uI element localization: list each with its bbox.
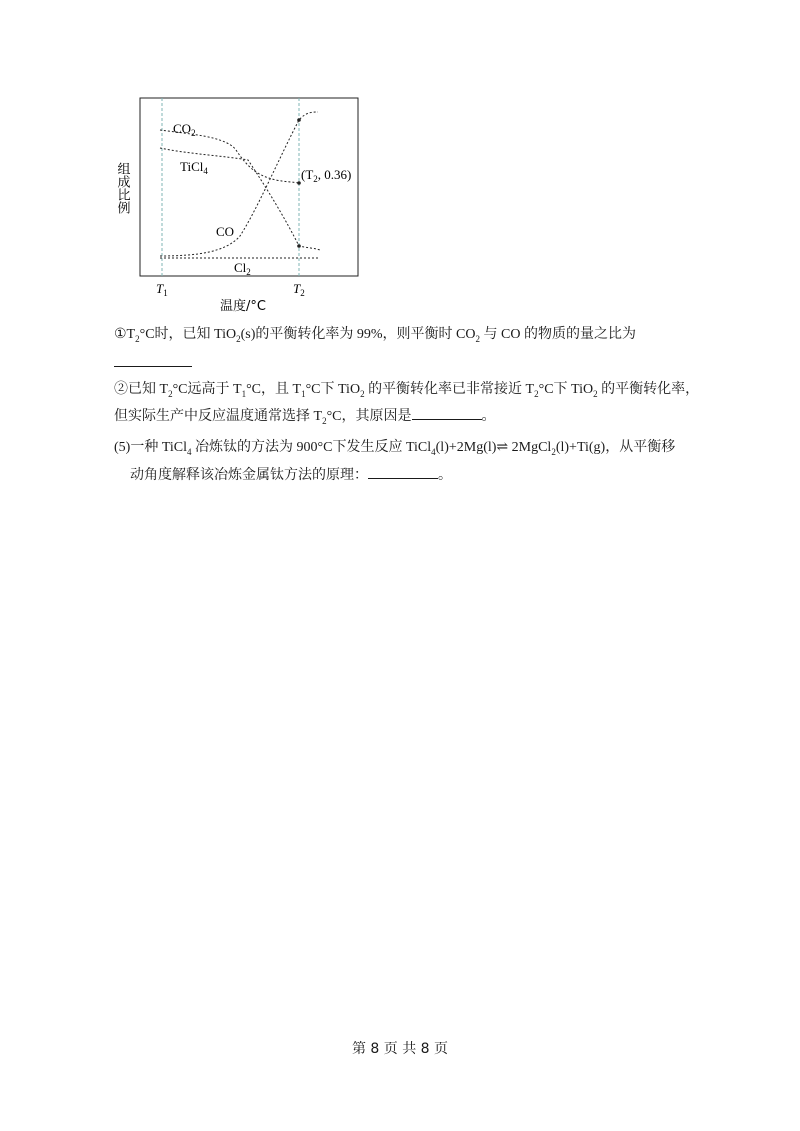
ticl4-point-t2 xyxy=(297,244,301,248)
question-5-text-line2: 动角度解释该冶炼金属钛方法的原理： 。 xyxy=(130,464,452,486)
page-footer: 第 8 页 共 8 页 xyxy=(351,1041,449,1057)
question-2-text-line2: 但实际生产中反应温度通常选择 $T_2^\circ C$，其原因是 。 xyxy=(114,405,496,431)
series-label-ticl4: TiCl$_4$ xyxy=(180,159,208,176)
point-annotation: ($T_2$, 0.36) xyxy=(301,167,352,184)
x-tick-t1: $T_1$ xyxy=(156,281,168,298)
question-1-text: $①T_2^\circ C$时，已知 TiO$_2$(s)的平衡转化率为 99%，则平衡时 $CO_2$ 与 CO 的物质的量之比为 xyxy=(114,327,636,344)
answer-blank-3[interactable] xyxy=(368,464,438,479)
answer-blank-2[interactable] xyxy=(412,405,482,420)
question-2-text-line1: ②已知 $T_2^\circ C$远高于 $T_1^\circ C$，且 $T_1^\circ C$下 TiO$_2$ 的平衡转化率已非常接近 $T_2^\circ C$下 TiO$_2$ 的平衡转化率， xyxy=(114,382,700,399)
series-label-co2: $CO_2$ xyxy=(173,121,196,138)
question-5-text-line1: (5)一种 TiCl$_4$ 冶炼钛的方法为 900°C下发生反应 TiCl$_4$(l)+2Mg(l)⇌ 2MgCl$_2$(l)+Ti(g)，从平衡移 xyxy=(114,440,676,457)
y-axis-label: 组成比例 xyxy=(114,162,130,214)
co-point-t2 xyxy=(297,118,301,122)
series-co2-line xyxy=(160,130,299,183)
series-label-co: CO xyxy=(216,224,235,239)
x-axis-label: 温度/°C xyxy=(220,299,266,312)
series-label-cl2: $Cl_2$ xyxy=(234,260,251,277)
answer-blank-1[interactable] xyxy=(114,366,192,367)
x-tick-t2: $T_2$ xyxy=(293,281,305,298)
composition-chart xyxy=(108,90,368,312)
